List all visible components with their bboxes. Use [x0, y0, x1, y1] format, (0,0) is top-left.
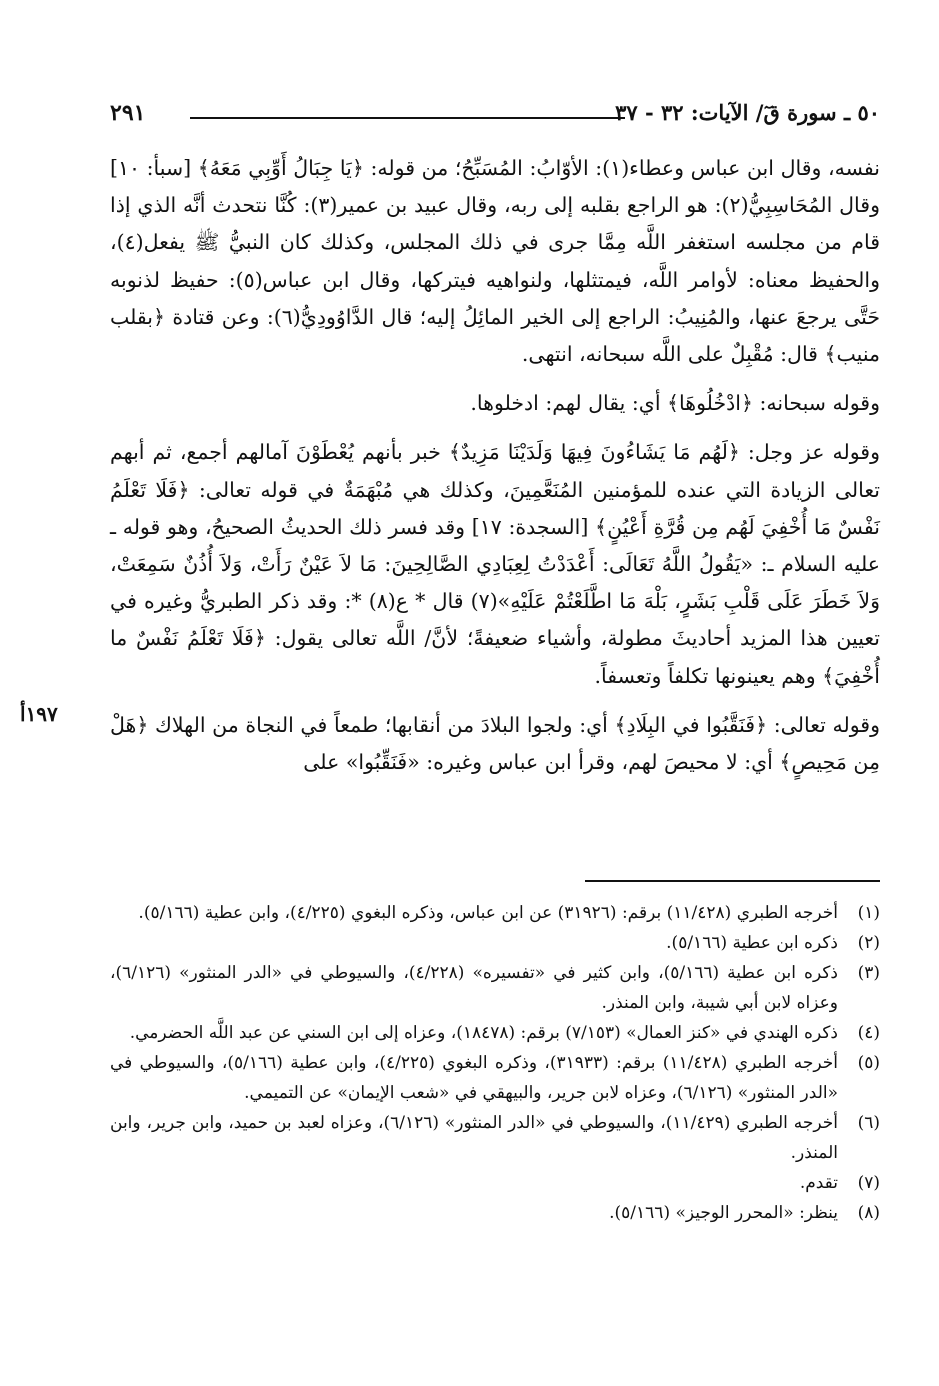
footnote	[110, 1198, 880, 1228]
footnote	[110, 958, 880, 1018]
footnote-number: (٧)	[857, 1173, 880, 1193]
footnote-number: (٣)	[857, 963, 880, 983]
manuscript-folio-note: ١٩٧أ	[20, 702, 58, 726]
footnote-separator	[585, 880, 880, 882]
paragraph: وقوله تعالى: ﴿فَنَقَّبُوا في البِلَادِ﴾ أي: ولجوا البلادَ من أنقابها؛ طمعاً في النجاة من الهلاك ﴿هَلْ مِن مَحِيصٍ﴾ أي: لا محيصَ لهم، وقرأ ابن عباس وغيره: «فَنَقِّبُوا» على	[110, 712, 880, 775]
footnote	[110, 1018, 880, 1048]
footnote-text: ذكره ابن عطية (٥/١٦٦).	[666, 933, 838, 953]
header-rule	[190, 117, 625, 119]
footnote-number: (٥)	[857, 1053, 880, 1073]
footnote-text: ذكره الهندي في «كنز العمال» (٧/١٥٣) برقم: (١٨٤٧٨)، وعزاه إلى ابن السني عن عبد اللَّه الحضرمي.	[129, 1023, 838, 1043]
paragraph: وقوله سبحانه: ﴿ادْخُلُوهَا﴾ أي: يقال لهم: ادخلوها.	[470, 391, 880, 416]
running-title: ٥٠ ـ سورة قٓ/ الآيات: ٣٢ - ٣٧	[615, 100, 880, 125]
page-number: ٢٩١	[110, 100, 146, 126]
footnote-text: أخرجه الطبري (١١/٤٢٨) برقم: (٣١٩٣٣)، وذكره البغوي (٤/٢٢٥)، وابن عطية (٥/١٦٦)، والسيوطي في «الدر المنثور» (٦/١٢٦)، وعزاه لابن جرير، والبيهقي في «شعب الإيمان» عن التميمي.	[110, 1053, 839, 1103]
footnote-text: تقدم.	[799, 1173, 838, 1193]
footnote	[110, 928, 880, 958]
footnote-number: (٦)	[857, 1113, 880, 1133]
main-text	[110, 150, 880, 793]
page-header	[110, 100, 880, 134]
paragraph: نفسه، وقال ابن عباس وعطاء(١): الأوّابُ: المُسَبِّحُ؛ من قوله: ﴿يَا جِبَالُ أَوِّبِي مَعَهُ﴾ [سبأ: ١٠] وقال المُحَاسِبِيُّ(٢): هو الراجع بقلبه إلى ربه، وقال عبيد بن عمير(٣): كُنَّا نتحدث أنَّه الذي إذا قام من مجلسه استغفر اللَّه مِمَّا جرى في ذلك المجلس، وكذلك كان النبيُّ ﷺ يفعل(٤)، والحفيظ معناه: لأوامر اللَّه، فيمتثلها، ولنواهيه فيتركها، وقال ابن عباس(٥): حفيظ لذنوبه حَتَّى يرجعَ عنها، والمُنِيبُ: الراجع إلى الخير المائِلُ إليه؛ قال الدَّاوُودِيُّ(٦): وعن قتادة ﴿بقلب منيب﴾ قال: مُقْبِلٌ على اللَّه سبحانه، انتهى.	[110, 156, 881, 367]
footnote-text: ذكره ابن عطية (٥/١٦٦)، وابن كثير في «تفسيره» (٤/٢٢٨)، والسيوطي في «الدر المنثور» (٦/١٢٦)، وعزاه لابن أبي شيبة، وابن المنذر.	[110, 963, 839, 1013]
footnote-number: (٢)	[857, 933, 880, 953]
footnote-text: أخرجه الطبري (١١/٤٢٩)، والسيوطي في «الدر المنثور» (٦/١٢٦)، وعزاه لعبد بن حميد، وابن جرير، وابن المنذر.	[110, 1113, 838, 1163]
footnote	[110, 1168, 880, 1198]
footnote-text: ينظر: «المحرر الوجيز» (٥/١٦٦).	[609, 1203, 838, 1223]
footnotes	[110, 898, 880, 1228]
footnote-number: (٤)	[857, 1023, 880, 1043]
footnote-number: (١)	[857, 903, 880, 923]
footnote	[110, 1048, 880, 1108]
paragraph: وقوله عز وجل: ﴿لَهُم مَا يَشَاءُونَ فِيهَا وَلَدَيْنَا مَزِيدٌ﴾ خبر بأنهم يُعْطَوْنَ آمالهم أجمع، ثم أبهم تعالى الزيادة التي عنده للمؤمنين المُنَعَّمِينَ، وكذلك هي مُبْهَمَةٌ في قوله تعالى: ﴿فَلَا تَعْلَمُ نَفْسٌ مَا أُخْفِيَ لَهُم مِن قُرَّةِ أَعْيُنٍ﴾ [السجدة: ١٧] وقد فسر ذلك الحديثُ الصحيحُ، وهو قوله ـ عليه السلام ـ: «يَقُولُ اللَّهُ تَعَالَى: أَعْدَدْتُ لِعِبَادِي الصَّالِحِينَ: مَا لاَ عَيْنٌ رَأَتْ، وَلاَ أُذُنٌ سَمِعَتْ، وَلاَ خَطَرَ عَلَى قَلْبِ بَشَرٍ، بَلْهَ مَا اطَّلَعْتُمْ عَلَيْهِ»(٧) قال * ع(٨) *: وقد ذكر الطبريُّ وغيره في تعيين هذا المزيد أحاديثَ مطولة، وأشياء ضعيفةً؛ لأنَّ/ اللَّه تعالى يقول: ﴿فَلَا تَعْلَمُ نَفْسٌ ما أُخْفِيَ﴾ وهم يعينونها تكلفاً وتعسفاً.	[110, 440, 880, 688]
footnote	[110, 898, 880, 928]
footnote-number: (٨)	[857, 1203, 880, 1223]
footnote-text: أخرجه الطبري (١١/٤٢٨) برقم: (٣١٩٢٦) عن ابن عباس، وذكره البغوي (٤/٢٢٥)، وابن عطية (٥/١٦٦).	[138, 903, 838, 923]
footnote	[110, 1108, 880, 1168]
